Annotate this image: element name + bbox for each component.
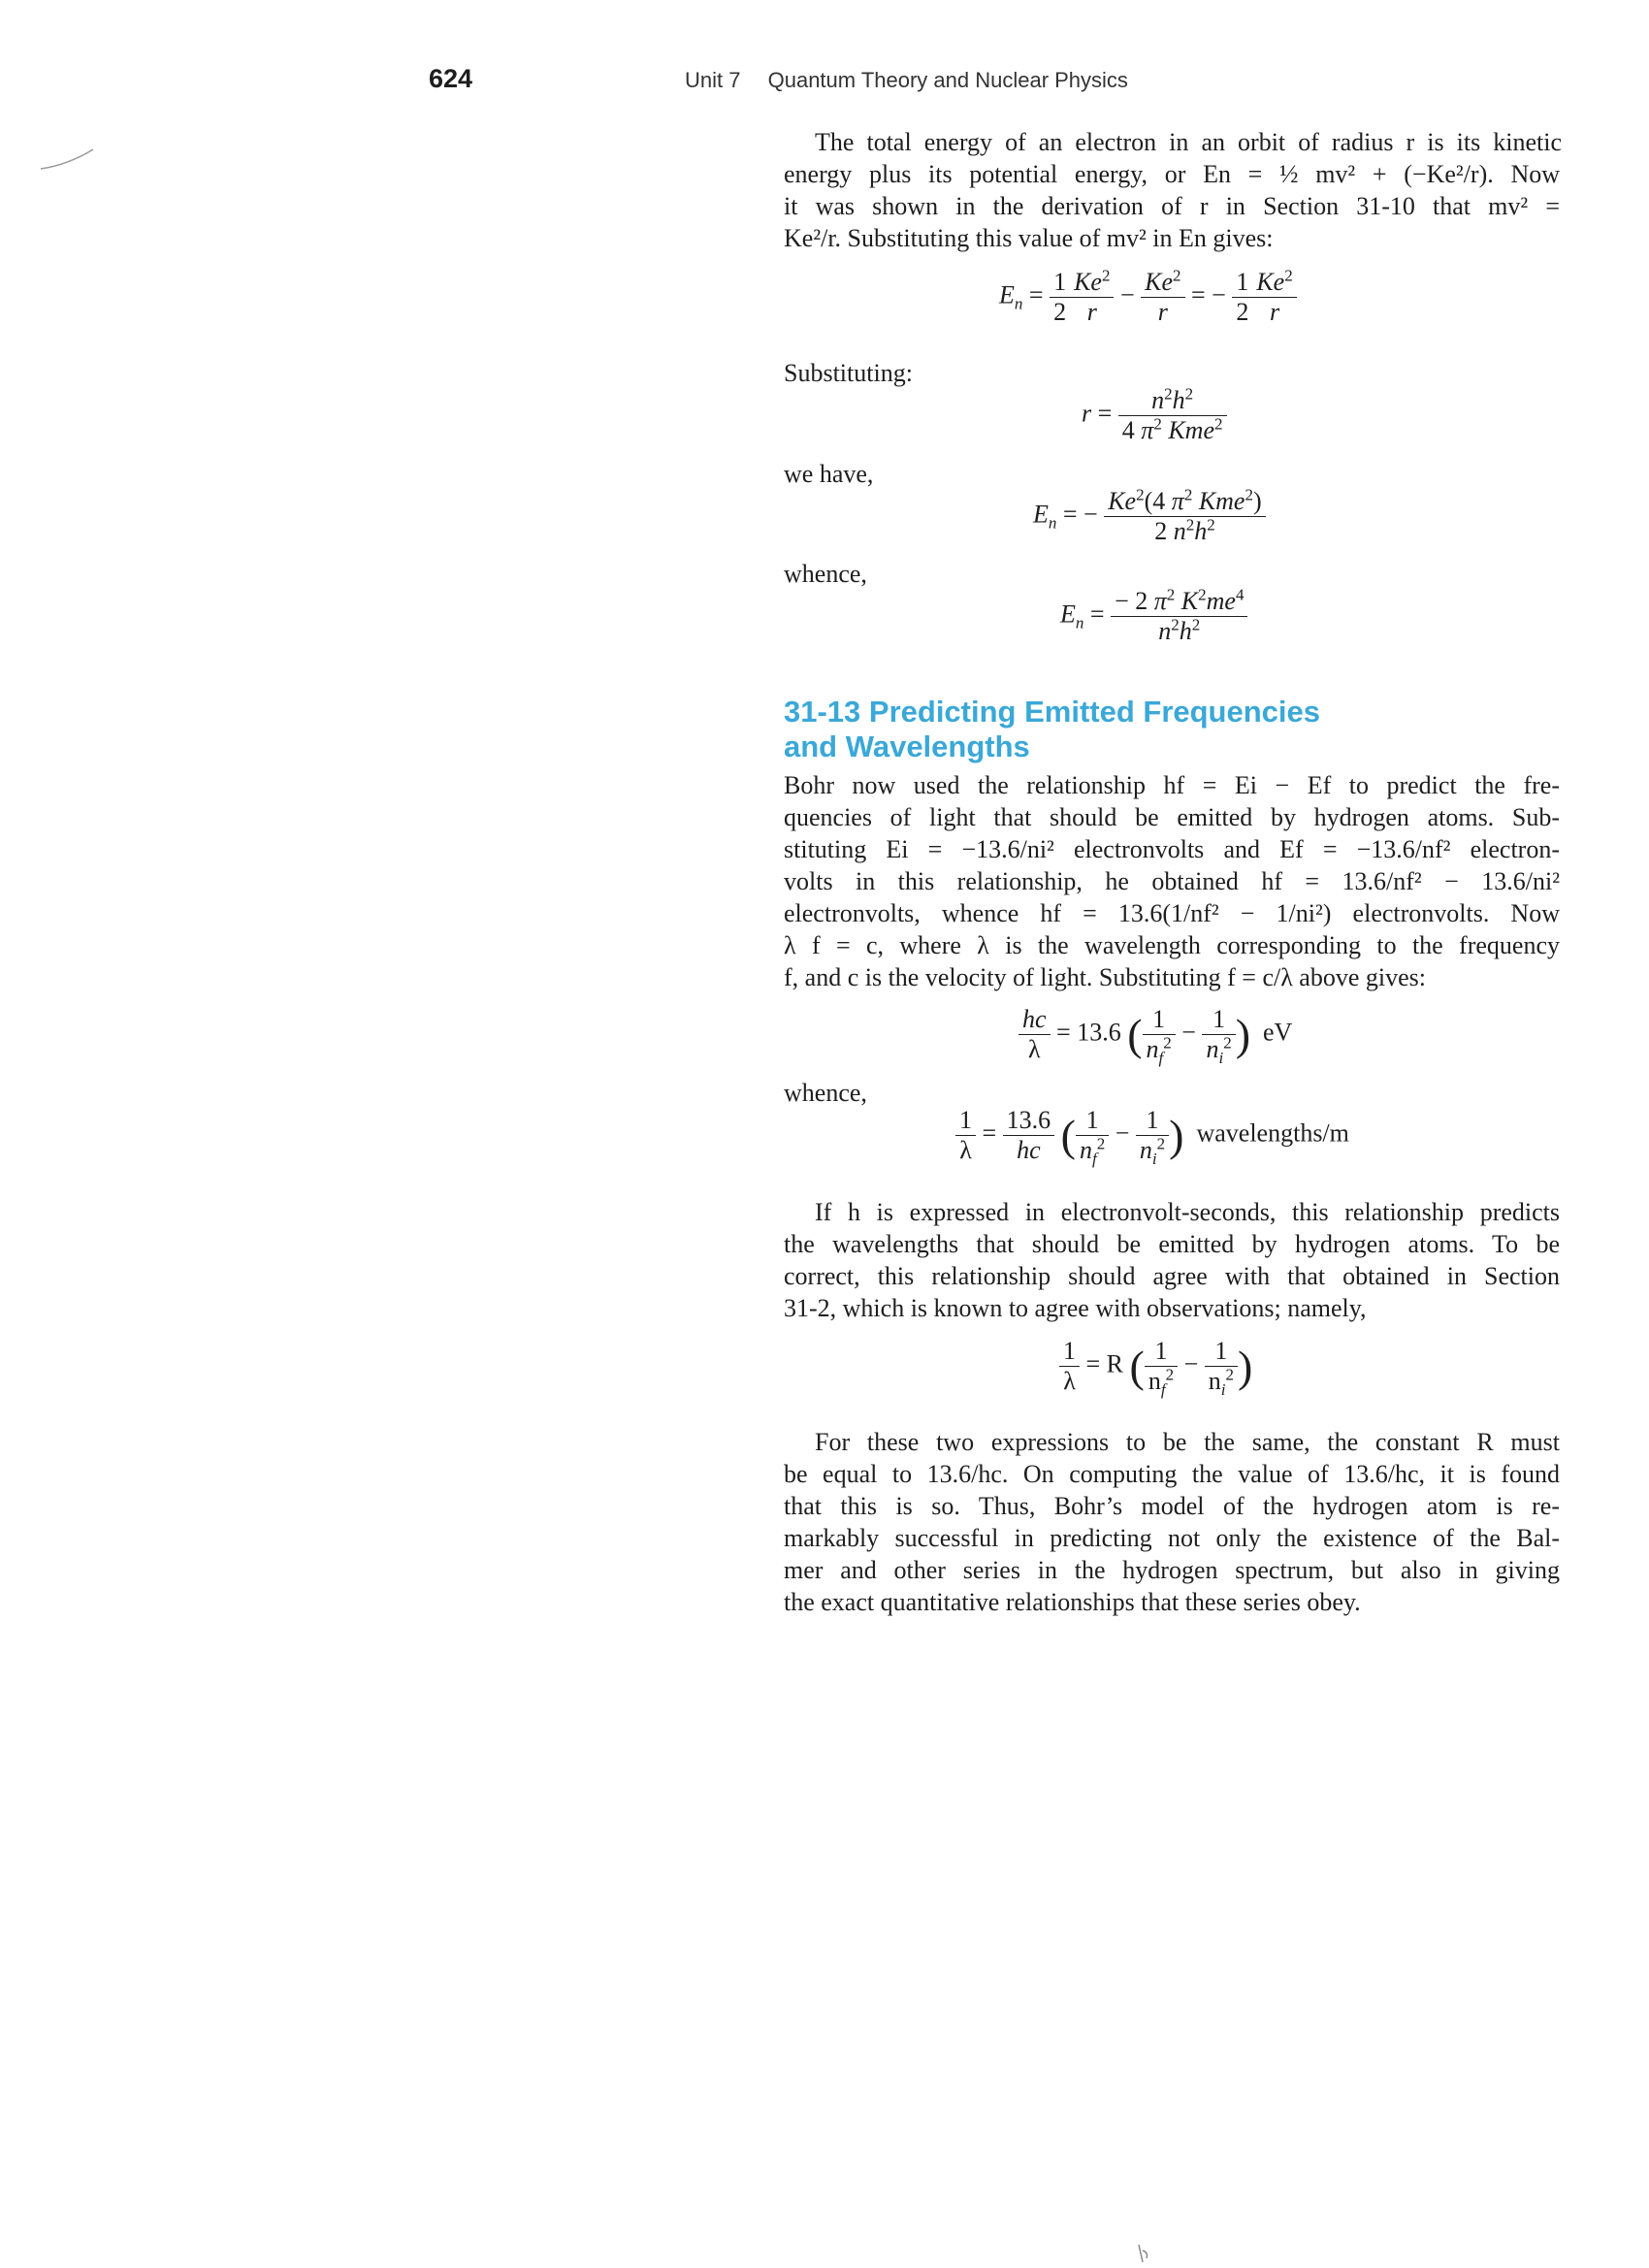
- paragraph-conclusion: [784, 1426, 1560, 1618]
- constant-value: 13.6: [1003, 1106, 1055, 1136]
- chapter-title: Quantum Theory and Nuclear Physics: [767, 68, 1128, 92]
- paragraph-energy: [784, 126, 1562, 158]
- text-line: Ke²/r. Substituting this value of mv² in En gives:: [784, 224, 1274, 252]
- section-heading: [784, 695, 1320, 764]
- equation-radius: r = $\frac{n^2h^2}{4 \pi^2 Kme^2}$: [1082, 386, 1227, 445]
- text-line: the wavelengths that should be emitted by hydrogen atoms. To be: [784, 1230, 1560, 1258]
- section-heading-line: 31-13 Predicting Emitted Frequencies: [784, 695, 1321, 729]
- unit-wavelengths: wavelengths/m: [1196, 1118, 1349, 1148]
- label-whence: whence,: [784, 1079, 867, 1107]
- text-line: f, and c is the velocity of light. Substituting f = c/λ above gives:: [784, 963, 1426, 991]
- text-line: energy plus its potential energy, or En = ½ mv² + (−Ke²/r). Now: [784, 160, 1560, 188]
- equation-rydberg: $\frac{1}{\lambda}$ = R ( $\frac{1}{n_f^2}$ − $\frac{1}{n_i^2}$ ): [1059, 1337, 1252, 1396]
- text-line: markably successful in predicting not only the existence of the Bal-: [784, 1524, 1560, 1552]
- text-line: electronvolts, whence hf = 13.6(1/nf² − 1/ni²) electronvolts. Now: [784, 899, 1560, 927]
- label-we-have: we have,: [784, 460, 874, 488]
- text-line: volts in this relationship, he obtained hf = 13.6/nf² − 13.6/ni²: [784, 867, 1560, 895]
- unit-label: Unit 7: [685, 68, 741, 92]
- equation-total-energy: $E_n$ = $\frac{1}{2}$ $\frac{Ke^2}{r}$ − $\frac{Ke^2}{r}$ = − $\frac{1}{2}$ $\frac{Ke^2}{r}$: [999, 268, 1297, 327]
- text-line: 31-2, which is known to agree with observations; namely,: [784, 1294, 1367, 1322]
- equation-energy-level: $E_n$ = $\frac{- 2 \pi^2 K^2me^4}{n^2h^2}$: [1060, 587, 1247, 646]
- scan-mark: [39, 146, 97, 175]
- constant-value: 13.6: [1077, 1018, 1121, 1047]
- text-line: Bohr now used the relationship hf = Ei − Ef to predict the fre-: [784, 771, 1560, 799]
- text-line: quencies of light that should be emitted by hydrogen atoms. Sub-: [784, 803, 1560, 831]
- equation-energy-substituted: $E_n$ = − $\frac{Ke^2(4 \pi^2 Kme^2)}{2 n^2h^2}$: [1033, 487, 1266, 546]
- text-line: be equal to 13.6/hc. On computing the value of 13.6/hc, it is found: [784, 1460, 1560, 1488]
- page-number: 624: [429, 64, 473, 93]
- text-line: For these two expressions to be the same, the constant R must: [815, 1428, 1560, 1456]
- label-whence: whence,: [784, 560, 867, 588]
- paragraph-prediction: [784, 1196, 1560, 1324]
- text-line: correct, this relationship should agree with that obtained in Section: [784, 1262, 1560, 1290]
- text-line: stituting Ei = −13.6/ni² electronvolts and Ef = −13.6/nf² electron-: [784, 835, 1560, 863]
- text-line: it was shown in the derivation of r in Section 31-10 that mv² =: [784, 192, 1560, 220]
- paragraph-energy-cont: [784, 158, 1560, 254]
- section-heading-line: and Wavelengths: [784, 729, 1030, 763]
- text-line: λ f = c, where λ is the wavelength corresponding to the frequency: [784, 931, 1560, 959]
- equation-photon-energy: $\frac{hc}{\lambda}$ = 13.6 ( $\frac{1}{n_f^2}$ − $\frac{1}{n_i^2}$ ) eV: [1018, 1005, 1292, 1064]
- text-line: If h is expressed in electronvolt-seconds, this relationship predicts: [815, 1198, 1560, 1226]
- text-line: The total energy of an electron in an orbit of radius r is its kinetic: [815, 128, 1562, 156]
- scan-mark: [1135, 2241, 1154, 2266]
- text-line: mer and other series in the hydrogen spectrum, but also in giving: [784, 1556, 1560, 1584]
- equation-wavelength: $\frac{1}{\lambda}$ = $\frac{13.6}{hc}$ ( $\frac{1}{n_f^2}$ − $\frac{1}{n_i^2}$ ) wavelengths/m: [955, 1106, 1349, 1165]
- text-line: that this is so. Thus, Bohr’s model of the hydrogen atom is re-: [784, 1492, 1560, 1520]
- label-substituting: Substituting:: [784, 359, 913, 387]
- paragraph-bohr: [784, 769, 1560, 993]
- running-header: [685, 68, 1128, 93]
- text-line: the exact quantitative relationships that these series obey.: [784, 1588, 1361, 1616]
- unit-ev: eV: [1263, 1018, 1293, 1047]
